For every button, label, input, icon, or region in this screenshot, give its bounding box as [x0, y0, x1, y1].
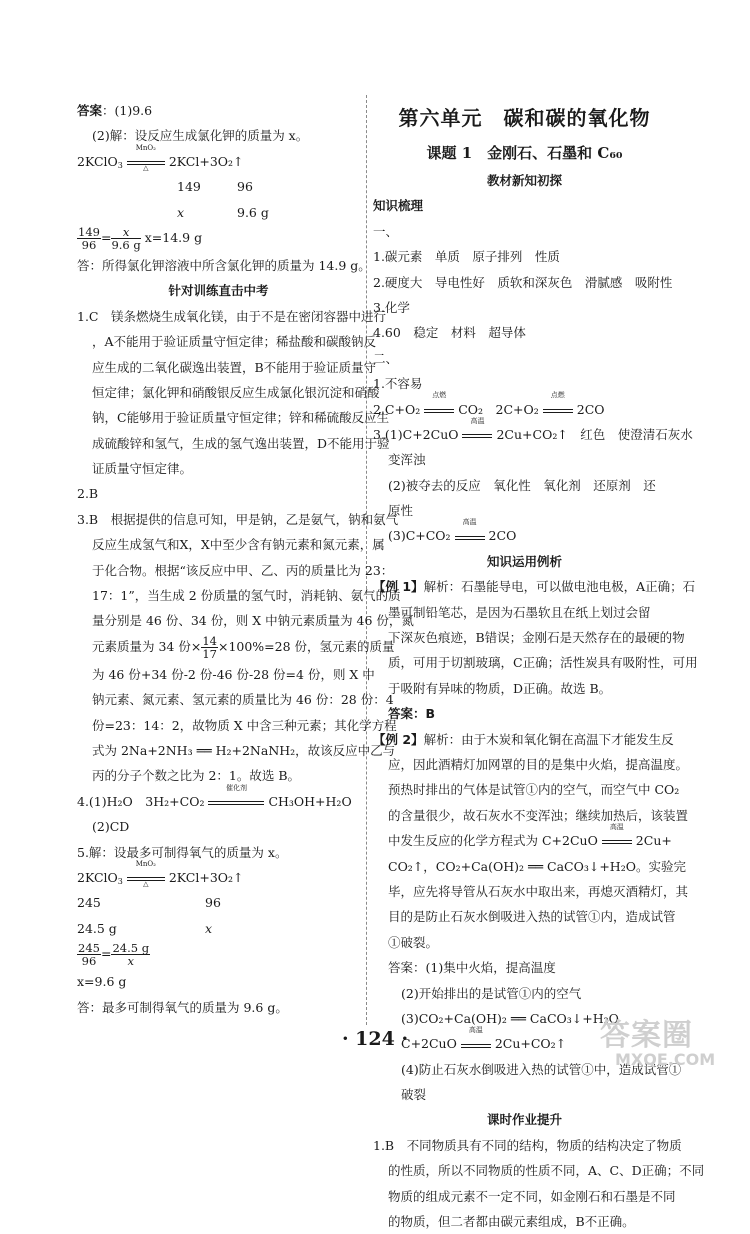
watermark-logo: 答案圈 — [600, 1018, 693, 1053]
outline-item-2-3: 3.(1)C+2CuO 高温 2Cu+CO₂↑ 红色 使澄清石灰水 — [373, 416, 693, 442]
example-2-line-7: 毕，应先将导管从石灰水中取出来，再熄灭酒精灯，其 — [388, 883, 689, 899]
example-1-line-3: 下深灰色痕迹，B错误；金刚石是天然存在的最硬的物 — [388, 630, 685, 646]
outline-item-3: 3.化学 — [373, 299, 410, 315]
equation-1-unknowns: x 9.6 g — [177, 204, 269, 220]
outline-item-4: 4.60 稳定 材料 超导体 — [373, 325, 526, 341]
q3-line-9: 份=23：14：2，故物质 X 中含三种元素；其化学方程 — [92, 717, 397, 733]
outline-item-1: 1.碳元素 单质 原子排列 性质 — [373, 249, 560, 265]
q3-line-6: 元素质量为 34 份× $\frac{14}{17}$ ×100%=28 份，氢元素的质量 — [92, 633, 395, 661]
section-title-homework: 课时作业提升 — [486, 1112, 562, 1128]
q3-line-7: 为 46 份+34 份-2 份-46 份-28 份=4 份，则 X 中 — [92, 666, 375, 682]
example-2-answer-2: (2)开始排出的是试管①内的空气 — [401, 985, 582, 1001]
q1-line-2: ，A不能用于验证质量守恒定律；稀盐酸和碳酸钠反 — [92, 334, 377, 350]
homework-line-2: 的性质，所以不同物质的性质不同，A、C、D正确；不同 — [388, 1163, 705, 1179]
outline-item-2-2: 2.C+O₂ 点燃 CO₂ 2C+O₂ 点燃 2CO — [373, 391, 605, 417]
example-2-line-8: 目的是防止石灰水倒吸进入热的试管①内，造成试管 — [388, 909, 676, 925]
q3-line-3: 于化合物。根据“该反应中甲、乙、丙的质量比为 23： — [92, 562, 394, 578]
example-2-answer-4-cont: 破裂 — [401, 1087, 427, 1103]
equation-1-masses: 149 96 — [177, 179, 253, 195]
q4-line-2: (2)CD — [92, 819, 130, 835]
section-title-new-knowledge: 教材新知初探 — [486, 173, 562, 188]
q1-line-6: 成硫酸锌和氢气，生成的氢气逸出装置，D不能用于验 — [92, 435, 390, 451]
proportion-2: $\frac{245}{96}$ = $\frac{24.5 g}{x}$ — [78, 941, 150, 969]
example-2-line-2: 应，因此酒精灯加网罩的目的是集中火焰，提高温度。 — [388, 756, 689, 772]
equation-1: 2KClO$_3$ MnO₂ △ 2KCl+3O₂↑ — [77, 149, 360, 174]
q3-line-4: 17：1”，当生成 2 份质量的氢气时，消耗钠、氨气的质 — [92, 588, 401, 604]
section-title-practice: 针对训练直击中考 — [168, 283, 269, 299]
example-1-answer: 答案：B — [388, 706, 436, 722]
example-2-line-1: 【例 2】解析：由于木炭和氧化铜在高温下才能发生反 — [373, 731, 674, 747]
q3-line-2: 反应生成氢气和X，X中至少含有钠元素和氮元素，属 — [92, 537, 385, 553]
proportion-1: $\frac{149}{96}$ = $\frac{x}{9.6 g}$ x=14.9 g — [78, 224, 203, 252]
equation-2-result: x=9.6 g — [77, 974, 127, 990]
q1-line-7: 证质量守恒定律。 — [92, 461, 193, 477]
example-2-line-9: ①破裂。 — [388, 934, 439, 950]
q1-line-5: 钠，C能够用于验证质量守恒定律；锌和稀硫酸反应生 — [92, 410, 390, 426]
unit-title: 第六单元 碳和碳的氧化物 — [398, 106, 651, 130]
outline-part-1: 一、 — [373, 223, 399, 239]
example-2-answer-4: (4)防止石灰水倒吸进入热的试管①中，造成试管① — [401, 1061, 682, 1077]
q1-line-4: 恒定律；氯化钾和硝酸银反应生成氯化银沉淀和硝酸 — [92, 384, 380, 400]
lesson-title: 课题 1 金刚石、石墨和 C₆₀ — [426, 144, 623, 162]
section-title-application: 知识运用例析 — [486, 553, 562, 569]
q1-line-1: 1.C 镁条燃烧生成氧化镁，由于不是在密闭容器中进行 — [77, 308, 386, 324]
outline-item-2-1: 1.不容易 — [373, 376, 423, 392]
equation-1-condition: MnO₂ △ — [127, 150, 165, 175]
example-2-answer-1: 答案：(1)集中火焰，提高温度 — [388, 960, 556, 976]
example-2-answer-3b: C+2CuO 高温 2Cu+CO₂↑ — [401, 1026, 567, 1052]
example-2-answer-3: (3)CO₂+Ca(OH)₂ ══ CaCO₃↓+H₂O — [401, 1010, 619, 1026]
subsection-knowledge-summary: 知识梳理 — [373, 198, 424, 214]
q3-line-11: 丙的分子个数之比为 2：1。故选 B。 — [92, 768, 301, 784]
homework-line-4: 的物质，但二者都由碳元素组成，B不正确。 — [388, 1214, 635, 1230]
answer-1-conclusion: 答：所得氯化钾溶液中所含氯化钾的质量为 14.9 g。 — [77, 257, 371, 273]
q5-line-1: 5.解：设最多可制得氧气的质量为 x。 — [77, 844, 288, 860]
example-1-line-2: 墨可制铅笔芯，是因为石墨软且在纸上划过会留 — [388, 604, 651, 620]
answer-label: 答案 — [77, 103, 103, 118]
outline-item-2-3-3: (3)C+CO₂ 高温 2CO — [388, 518, 517, 544]
outline-item-2-3-2-cont: 原性 — [388, 503, 414, 519]
answer-5-conclusion: 答：最多可制得氧气的质量为 9.6 g。 — [77, 999, 288, 1015]
outline-item-2: 2.硬度大 导电性好 质软和深灰色 滑腻感 吸附性 — [373, 274, 673, 290]
q3-line-1: 3.B 根据提供的信息可知，甲是钠，乙是氨气，钠和氨气 — [77, 511, 399, 527]
equation-2-condition: MnO₂ △ — [127, 866, 165, 891]
watermark-url: MXQE.COM — [615, 1050, 716, 1069]
example-1-line-5: 于吸附有异味的物质，D正确。故选 B。 — [388, 680, 612, 696]
equation-2: 2KClO$_3$ MnO₂ △ 2KCl+3O₂↑ — [77, 865, 360, 890]
homework-line-1: 1.B 不同物质具有不同的结构，物质的结构决定了物质 — [373, 1137, 682, 1153]
q1-line-3: 应生成的二氧化碳逸出装置，B不能用于验证质量守 — [92, 359, 377, 375]
q4-line-1: 4.(1)H₂O 3H₂+CO₂ 催化剂 CH₃OH+H₂O — [77, 783, 352, 809]
equation-2-unknowns: 24.5 g x — [77, 920, 213, 936]
outline-part-2: 二、 — [373, 350, 399, 366]
outline-item-2-3-2: (2)被夺去的反应 氧化性 氧化剂 还原剂 还 — [388, 477, 656, 493]
example-1-line-1: 【例 1】解析：石墨能导电，可以做电池电极，A正确；石 — [373, 579, 696, 595]
q3-line-10: 式为 2Na+2NH₃ ══ H₂+2NaNH₂，故该反应中乙与 — [92, 742, 396, 758]
example-2-line-4: 的含量很少，故石灰水不变浑浊；继续加热后，该装置 — [388, 807, 689, 823]
example-2-line-6: CO₂↑，CO₂+Ca(OH)₂ ══ CaCO₃↓+H₂O。实验完 — [388, 858, 686, 874]
q3-line-5: 量分别是 46 份、34 份，则 X 中钠元素质量为 46 份，氮 — [92, 613, 414, 629]
example-2-line-5: 中发生反应的化学方程式为 C+2CuO 高温 2Cu+ — [388, 822, 672, 849]
q3-line-8: 钠元素、氮元素、氢元素的质量比为 46 份：28 份：4 — [92, 692, 394, 708]
outline-item-2-3-cont: 变浑浊 — [388, 452, 426, 468]
example-2-line-3: 预热时排出的气体是试管①内的空气，而空气中 CO₂ — [388, 782, 680, 798]
homework-line-3: 物质的组成元素不一定不同，如金刚石和石墨是不同 — [388, 1188, 676, 1204]
page-number: · 124 · — [341, 1028, 409, 1050]
q2-answer: 2.B — [77, 486, 99, 502]
solution-intro: (2)解：设反应生成氯化钾的质量为 x。 — [92, 128, 309, 144]
equation-2-masses: 245 96 — [77, 895, 221, 911]
example-1-line-4: 质，可用于切割玻璃，C正确；活性炭具有吸附性，可用 — [388, 655, 698, 671]
answer-1-value: ：(1)9.6 — [102, 103, 153, 118]
